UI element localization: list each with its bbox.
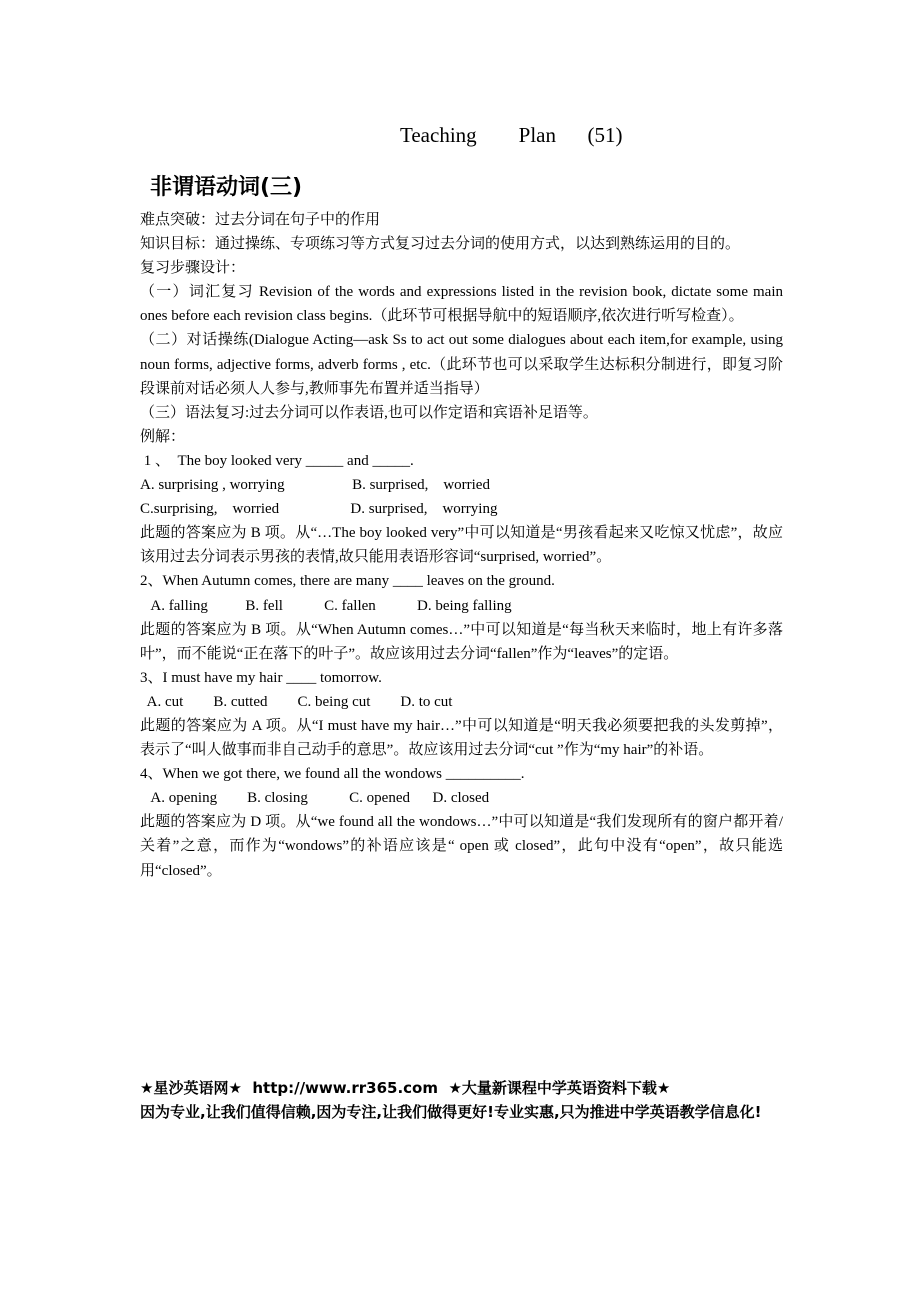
question-3-stem: 3、I must have my hair ____ tomorrow.: [140, 669, 382, 686]
question-4-stem: 4、When we got there, we found all the wondows __________.: [140, 766, 525, 783]
step-1: （一）词汇复习 Revision of the words and expressions listed in the revision book, dictate some main ones before each revision class begins.（此环节可根据导航中的短语顺序,依次进行听写检查）。: [140, 284, 783, 325]
question-4-explanation: 此题的答案应为 D 项。从“we found all the wondows…”中可以知道是“我们发现所有的窗户都开着/关着”之意，而作为“wondows”的补语应该是“ open 或 closed”，此句中没有“open”，故只能选用“closed”。: [140, 814, 783, 879]
step-2: （二）对话操练(Dialogue Acting—ask Ss to act out some dialogues about each item,for example, using noun forms, adjective forms, adverb forms , etc.（此环节也可以采取学生达标积分制进行，即复习阶段课前对话必须人人参与,教师事先布置并适当指导）: [140, 332, 783, 397]
difficulty-line: 难点突破：过去分词在句子中的作用: [140, 212, 381, 228]
footer: [140, 1076, 783, 1124]
section-heading: 非谓语动词(三): [150, 175, 303, 200]
question-2-stem: 2、When Autumn comes, there are many ____ leaves on the ground.: [140, 573, 555, 590]
footer-slogan: 因为专业,让我们值得信赖,因为专注,让我们做得更好!专业实惠,只为推进中学英语教学信息化!: [140, 1103, 762, 1121]
knowledge-goal-line: 知识目标：通过操练、专项练习等方式复习过去分词的使用方式，以达到熟练运用的目的。: [140, 236, 741, 253]
steps-title: 复习步骤设计：: [140, 260, 246, 277]
document-body: [140, 208, 783, 883]
question-3-explanation: 此题的答案应为 A 项。从“I must have my hair…”中可以知道是“明天我必须要把我的头发剪掉”，表示了“叫人做事而非自己动手的意思”。故应该用过去分词“cut ”作为“my hair”的补语。: [140, 717, 783, 759]
question-1-stem: 1 、 The boy looked very _____ and _____.: [140, 452, 414, 469]
step-3: （三）语法复习:过去分词可以作表语,也可以作定语和宾语补足语等。: [140, 404, 598, 421]
question-1-options-cd: C.surprising, worried D. surprised, worrying: [140, 501, 498, 518]
question-4-options: A. opening B. closing C. opened D. closed: [140, 790, 490, 807]
question-1-options-ab: A. surprising , worrying B. surprised, worried: [140, 477, 490, 494]
footer-banner: ★星沙英语网★ http://www.rr365.com ★大量新课程中学英语资料下载★: [140, 1079, 671, 1097]
question-1-explanation: 此题的答案应为 B 项。从“…The boy looked very”中可以知道是“男孩看起来又吃惊又忧虑”，故应该用过去分词表示男孩的表情,故只能用表语形容词“surprised, worried”。: [140, 525, 783, 566]
question-2-options: A. falling B. fell C. fallen D. being falling: [140, 597, 512, 614]
question-3-options: A. cut B. cutted C. being cut D. to cut: [140, 693, 453, 710]
examples-title: 例解：: [140, 428, 186, 445]
document-title: Teaching Plan (51): [400, 123, 623, 147]
question-2-explanation: 此题的答案应为 B 项。从“When Autumn comes…”中可以知道是“每当秋天来临时，地上有许多落叶”，而不能说“正在落下的叶子”。故应该用过去分词“fallen”作为“leaves”的定语。: [140, 621, 783, 662]
